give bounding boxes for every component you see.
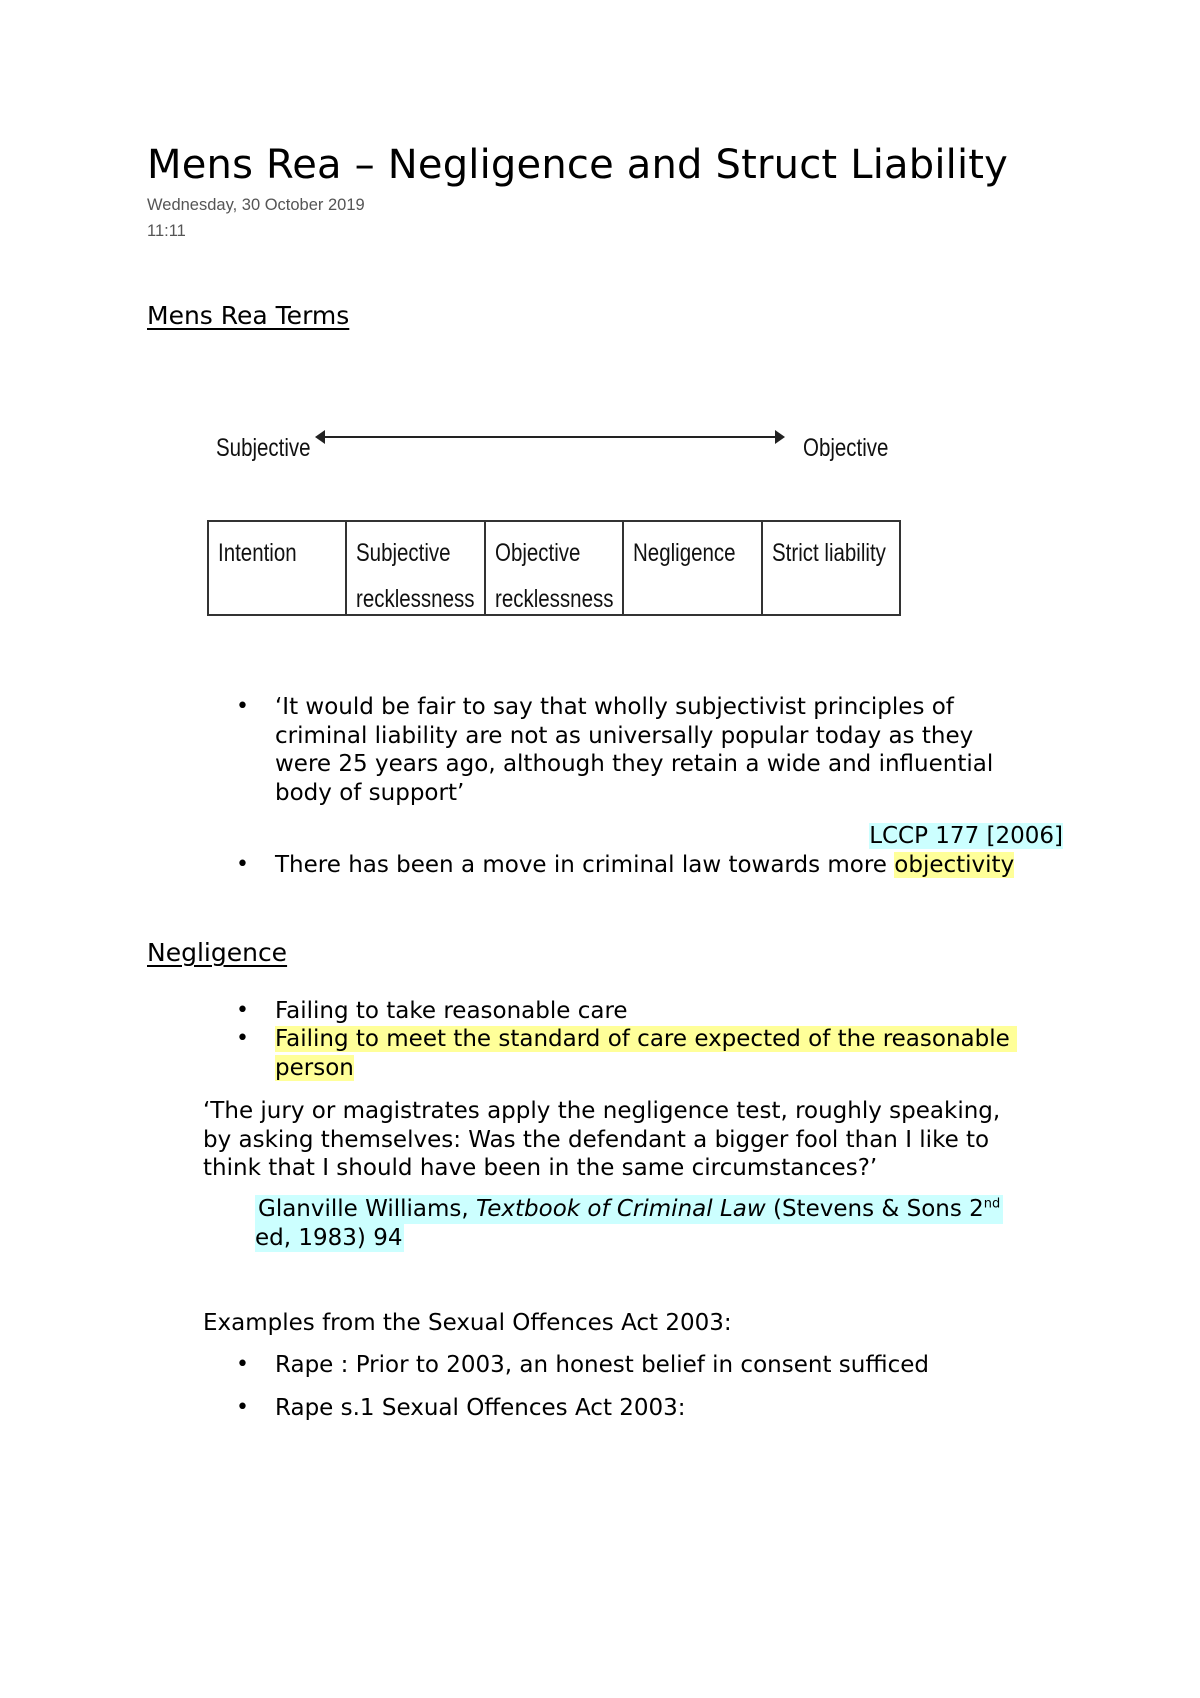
page-date: Wednesday, 30 October 2019 [147,196,365,214]
examples-intro: Examples from the Sexual Offences Act 2003: [203,1310,732,1336]
bullet-icon: • [236,1026,249,1051]
term-label-line2: recklessness [356,585,475,613]
citation-author: Glanville Williams, [258,1196,477,1222]
citation-publisher: (Stevens & Sons 2 [765,1196,984,1222]
scale-label-objective: Objective [803,434,889,462]
term-label: Strict liability [771,539,886,567]
negligence-bullet-standard-of-care [275,1025,1017,1082]
example-item-rape-s1: Rape s.1 Sexual Offences Act 2003: [275,1395,686,1421]
williams-quote [203,1097,1000,1183]
citation-lccp: LCCP 177 [2006] [869,823,1063,849]
mens-rea-terms-table [207,520,901,616]
highlight-objectivity: objectivity [894,852,1015,878]
example-item-rape-prior: Rape : Prior to 2003, an honest belief in consent sufficed [275,1352,929,1378]
quote-line: body of support’ [275,779,465,806]
term-label: Intention [218,539,297,567]
bullet-icon: • [236,694,249,719]
term-cell-intention [209,522,347,614]
quote-line: think that I should have been in the same circumstances?’ [203,1155,878,1181]
highlight-line: Failing to meet the standard of care expected of the reasonable [275,1026,1010,1052]
term-cell-strict-liability [763,522,899,614]
term-label: Subjective [356,539,452,567]
quote-line: ‘The jury or magistrates apply the negligence test, roughly speaking, [203,1098,1001,1124]
term-label-line2: recklessness [494,585,614,613]
subjectivist-quote [275,693,993,807]
quote-line: were 25 years ago, although they retain a wide and influential [275,751,994,777]
citation-book-title: Textbook of Criminal Law [476,1196,766,1222]
page-time: 11:11 [147,222,186,240]
bullet-icon: • [236,1395,249,1420]
quote-line: ‘It would be fair to say that wholly subjectivist principles of [275,694,954,720]
objectivity-bullet [275,851,1014,880]
negligence-bullet-reasonable-care: Failing to take reasonable care [275,998,628,1024]
section-heading-mens-rea-terms: Mens Rea Terms [147,301,350,330]
bullet-icon: • [236,1352,249,1377]
citation-edition-sup: nd [983,1196,1001,1212]
quote-line: criminal liability are not as universally popular today as they [275,722,974,749]
williams-citation [255,1195,1003,1252]
section-heading-negligence: Negligence [147,938,288,967]
term-cell-subjective-recklessness [347,522,485,614]
page-title: Mens Rea – Negligence and Struct Liability [147,142,1009,188]
term-label: Objective [494,539,581,567]
term-label: Negligence [633,539,736,567]
quote-line: by asking themselves: Was the defendant a bigger fool than I like to [203,1126,990,1153]
double-arrow-icon [315,425,785,449]
bullet-icon: • [236,998,249,1023]
highlight-line: person [275,1054,354,1081]
term-cell-negligence [624,522,762,614]
term-cell-objective-recklessness [486,522,624,614]
bullet-icon: • [236,852,249,877]
citation-line2: ed, 1983) 94 [255,1224,403,1251]
scale-label-subjective: Subjective [216,434,311,462]
bullet-text: There has been a move in criminal law towards more [275,852,895,878]
quote-citation [869,822,1063,851]
